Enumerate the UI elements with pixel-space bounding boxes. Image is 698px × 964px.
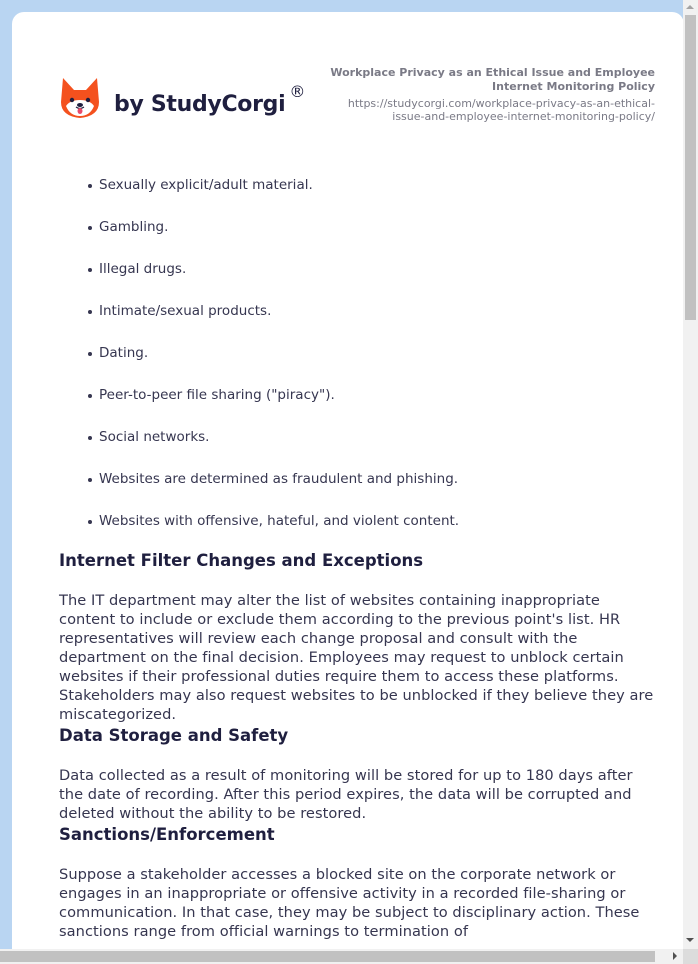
scroll-right-arrow-icon[interactable] [673,952,677,960]
document-page [12,12,683,949]
corgi-icon [60,76,100,120]
scroll-up-arrow-icon[interactable] [686,5,694,9]
section-heading: Data Storage and Safety [59,726,289,745]
document-content [59,176,659,941]
registered-mark: ® [289,81,306,101]
list-item: Websites with offensive, hateful, and violent content. [59,512,659,536]
vertical-scrollbar[interactable] [683,0,698,949]
list-item: Social networks. [59,428,659,470]
section-paragraph: The IT department may alter the list of websites containing inappropriate content to include or exclude them according to the previous point's list. HR representatives will review each change proposal and consult with the department on the final decision. Employees may request to unblock certain websites if their professional duties require them to access these platforms. Stakeholders may also request websites to be unblocked if they believe they are miscategorized. [59,592,654,723]
list-item: Sexually explicit/adult material. [59,176,659,218]
horizontal-scrollbar[interactable] [0,949,683,964]
blocked-categories-list [59,176,659,536]
list-item: Gambling. [59,218,659,260]
document-title: Workplace Privacy as an Ethical Issue and Employee Internet Monitoring Policy [330,66,655,93]
horizontal-scroll-thumb[interactable] [0,951,655,962]
scroll-down-arrow-icon[interactable] [686,938,694,942]
section-heading: Sanctions/Enforcement [59,825,275,844]
list-item: Intimate/sexual products. [59,302,659,344]
document-url[interactable]: https://studycorgi.com/workplace-privacy-as-an-ethical-issue-and-employee-internet-monitoring-policy/ [347,97,655,123]
page-header [12,12,683,152]
studycorgi-logo[interactable] [60,76,306,120]
vertical-scroll-thumb[interactable] [685,15,696,320]
section-paragraph: Suppose a stakeholder accesses a blocked site on the corporate network or engages in an inappropriate or offensive activity in a recorded file-sharing or communication. In that case, they may be subject to disciplinary action. These sanctions range from official warnings to termination of [59,866,640,940]
list-item: Dating. [59,344,659,386]
list-item: Peer-to-peer file sharing ("piracy"). [59,386,659,428]
document-meta [325,66,655,123]
list-item: Websites are determined as fraudulent and phishing. [59,470,659,512]
list-item: Illegal drugs. [59,260,659,302]
section-paragraph: Data collected as a result of monitoring will be stored for up to 180 days after the date of recording. After this period expires, the data will be corrupted and deleted without the ability to be restored. [59,767,633,822]
brand-name: by StudyCorgi® [114,81,306,117]
scrollbar-corner [683,949,698,964]
section-heading: Internet Filter Changes and Exceptions [59,551,424,570]
